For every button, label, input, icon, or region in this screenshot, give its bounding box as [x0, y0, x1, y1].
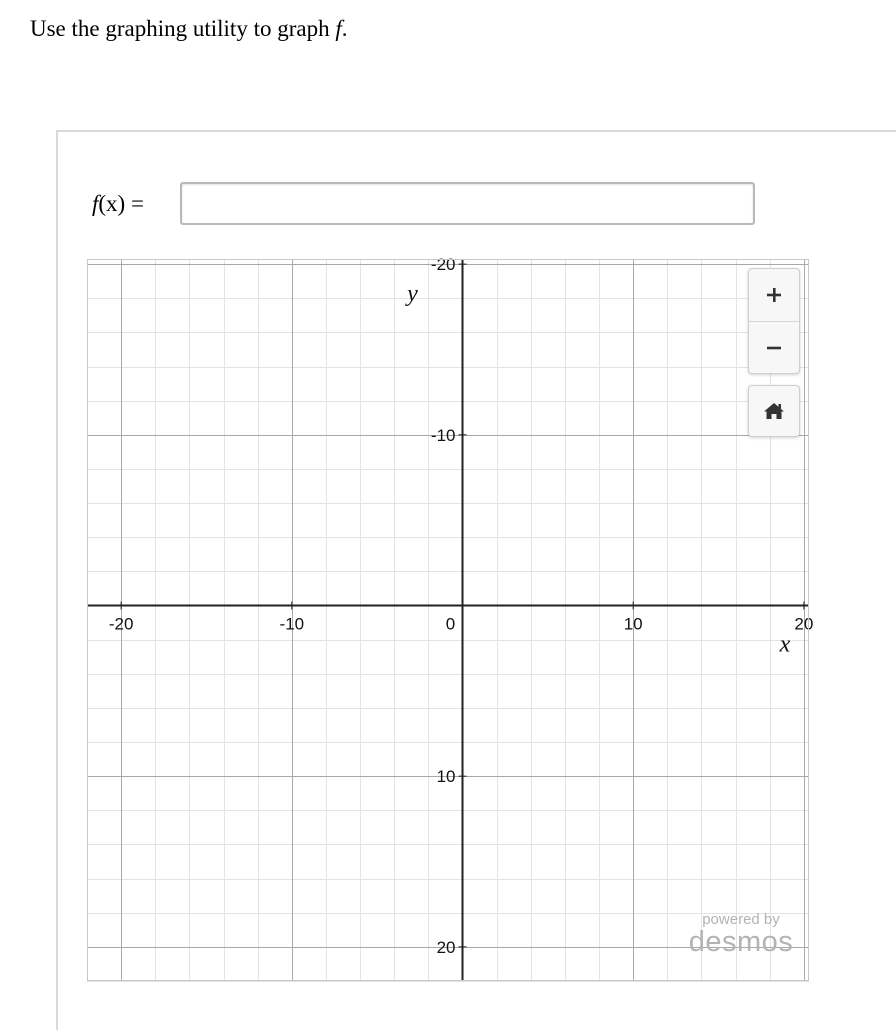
- zoom-out-button[interactable]: [749, 322, 799, 374]
- function-label-f: f: [92, 191, 99, 216]
- function-input[interactable]: [180, 182, 755, 225]
- y-tick-label: -20: [430, 255, 456, 275]
- x-tick-label: 0: [445, 614, 456, 634]
- zoom-in-button[interactable]: [749, 269, 799, 322]
- powered-by-text: powered by: [702, 911, 780, 928]
- x-tick-label: 10: [623, 614, 643, 634]
- function-label: [92, 186, 144, 222]
- desmos-logo: desmos: [688, 926, 794, 958]
- y-tick-label: 20: [436, 937, 456, 957]
- y-tick-label: -10: [430, 425, 456, 445]
- minus-icon: [766, 340, 782, 356]
- prompt-period: .: [341, 16, 348, 41]
- graph-area[interactable]: [87, 255, 814, 981]
- default-viewport-button[interactable]: [748, 385, 800, 437]
- prompt-text: Use the graphing utility to graph: [30, 16, 336, 41]
- desmos-branding: [676, 912, 806, 957]
- y-tick-label: 10: [436, 767, 456, 787]
- home-icon: [763, 402, 785, 420]
- x-tick-label: 20: [794, 614, 814, 634]
- x-axis-label: x: [779, 631, 791, 658]
- function-label-rest: (x) =: [98, 191, 144, 216]
- plus-icon: [766, 287, 782, 303]
- x-tick-label: -20: [108, 614, 134, 634]
- graph-canvas[interactable]: [87, 255, 814, 981]
- y-axis-label: y: [407, 281, 418, 307]
- question-prompt: [30, 13, 347, 45]
- prompt-function-symbol: f: [335, 16, 342, 41]
- zoom-controls: [748, 268, 800, 374]
- x-tick-label: -10: [279, 614, 305, 634]
